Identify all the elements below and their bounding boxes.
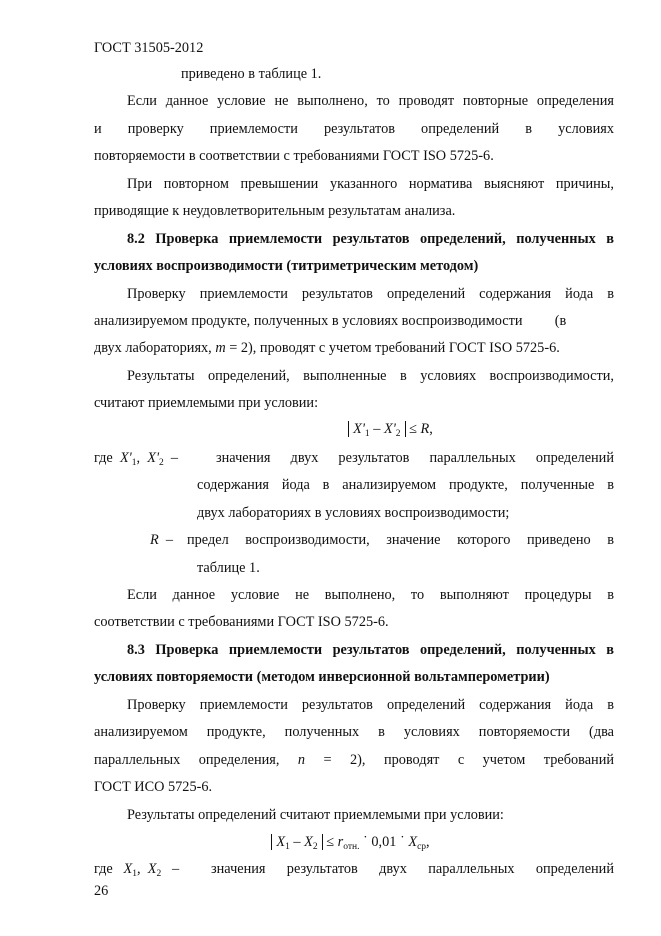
section-heading-8-3-cont: условиях повторяемости (методом инверсионной вольтамперометрии) (94, 669, 550, 685)
paragraph-line: Если данное условие не выполнено, то выполняют процедуры в (127, 587, 614, 603)
formula-reproducibility: $X'_1 - X'_2 \le R$, (60, 420, 661, 443)
paragraph-line: и проверку приемлемости результатов определений в условиях (94, 121, 614, 137)
section-heading-8-2: 8.2 Проверка приемлемости результатов определений, полученных в (127, 231, 614, 247)
paragraph-line: Результаты определений, выполненные в условиях воспроизводимости, (127, 368, 614, 384)
definition-line: содержания йода в анализируемом продукте, полученные в (197, 477, 614, 493)
paragraph-line: соответствии с требованиями ГОСТ ISO 5725-6. (94, 614, 389, 630)
section-heading-8-3: 8.3 Проверка приемлемости результатов определений, полученных в (127, 642, 614, 658)
paragraph-line: Если данное условие не выполнено, то проводят повторные определения (127, 93, 614, 109)
paragraph-line: При повторном превышении указанного норматива выясняют причины, (127, 176, 614, 192)
paragraph-line: приводящие к неудовлетворительным результатам анализа. (94, 203, 456, 219)
paragraph-line: приведено в таблице 1. (181, 66, 322, 82)
paragraph-line: повторяемости в соответствии с требованиями ГОСТ ISO 5725-6. (94, 148, 494, 164)
paragraph-line: двух лабораториях, m = 2), проводят с учетом требований ГОСТ ISO 5725-6. (94, 340, 560, 356)
page-number: 26 (94, 883, 109, 899)
definition-var-r: R – (150, 532, 174, 548)
where-label: где $X'_1$, $X'_2$ – (94, 450, 179, 468)
definition-line: значения двух результатов параллельных определений (216, 450, 614, 466)
paragraph-line: анализируемом продукте, полученных в условиях воспроизводимости (в (94, 313, 567, 329)
definition-line: значения результатов двух параллельных определений (211, 861, 614, 877)
definition-line: таблице 1. (197, 560, 260, 576)
formula-repeatability: $X_1 - X_2 \le r_{отн.}$ ˙ 0,01 ˙ $X_{ср}$, (20, 833, 661, 856)
paragraph-line: ГОСТ ИСО 5725-6. (94, 779, 213, 795)
definition-line: предел воспроизводимости, значение которого приведено в (187, 532, 614, 548)
paragraph-line: анализируемом продукте, полученных в условиях повторяемости (два (94, 724, 614, 740)
paragraph-line: считают приемлемыми при условии: (94, 395, 319, 411)
page-header: ГОСТ 31505-2012 (94, 40, 204, 56)
section-heading-8-2-cont: условиях воспроизводимости (титриметрическим методом) (94, 258, 479, 274)
paragraph-line: Проверку приемлемости результатов определений содержания йода в (127, 286, 614, 302)
paragraph-line: Результаты определений считают приемлемыми при условии: (127, 807, 504, 823)
paragraph-line: параллельных определения, n = 2), проводят с учетом требований (94, 752, 614, 768)
where-label: где $X_1$, $X_2$ – (94, 861, 180, 879)
paragraph-line: Проверку приемлемости результатов определений содержания йода в (127, 697, 614, 713)
definition-line: двух лабораториях в условиях воспроизводимости; (197, 505, 510, 521)
